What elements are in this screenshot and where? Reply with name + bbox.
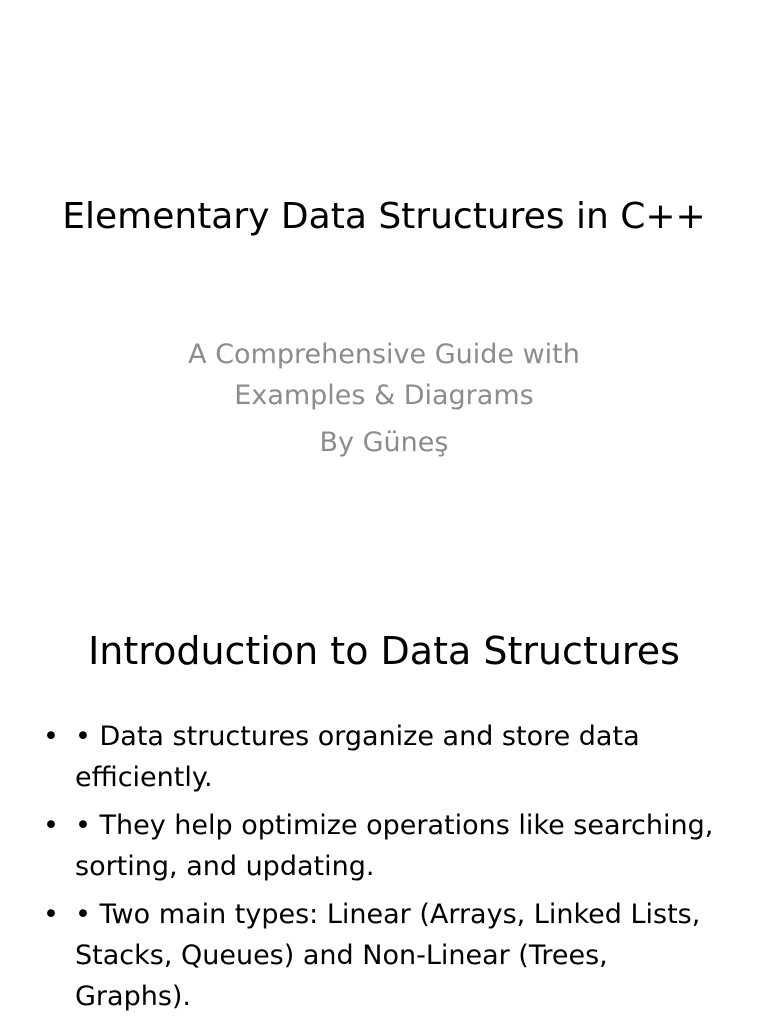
intro-slide	[0, 576, 768, 1024]
slide-title: Elementary Data Structures in C++	[62, 196, 706, 237]
list-item	[38, 805, 728, 887]
list-item	[38, 716, 728, 798]
bullet-text: • Data structures organize and store data efficiently.	[75, 721, 640, 793]
author-credit: By Güneş	[319, 427, 449, 458]
bullet-dot-icon: •	[43, 899, 59, 930]
slide-subtitle	[60, 334, 708, 463]
bullet-text: • They help optimize operations like searching, sorting, and updating.	[75, 810, 714, 882]
bullet-dot-icon: •	[43, 810, 59, 841]
bullet-list	[38, 716, 728, 1024]
subtitle-line: A Comprehensive Guide with	[188, 339, 580, 370]
bullet-dot-icon: •	[43, 721, 59, 752]
subtitle-line: Examples & Diagrams	[234, 380, 534, 411]
bullet-text: • Two main types: Linear (Arrays, Linked Lists, Stacks, Queues) and Non-Linear (Trees, Graphs).	[75, 899, 701, 1012]
slide-title: Introduction to Data Structures	[88, 629, 680, 673]
list-item	[38, 894, 728, 1017]
